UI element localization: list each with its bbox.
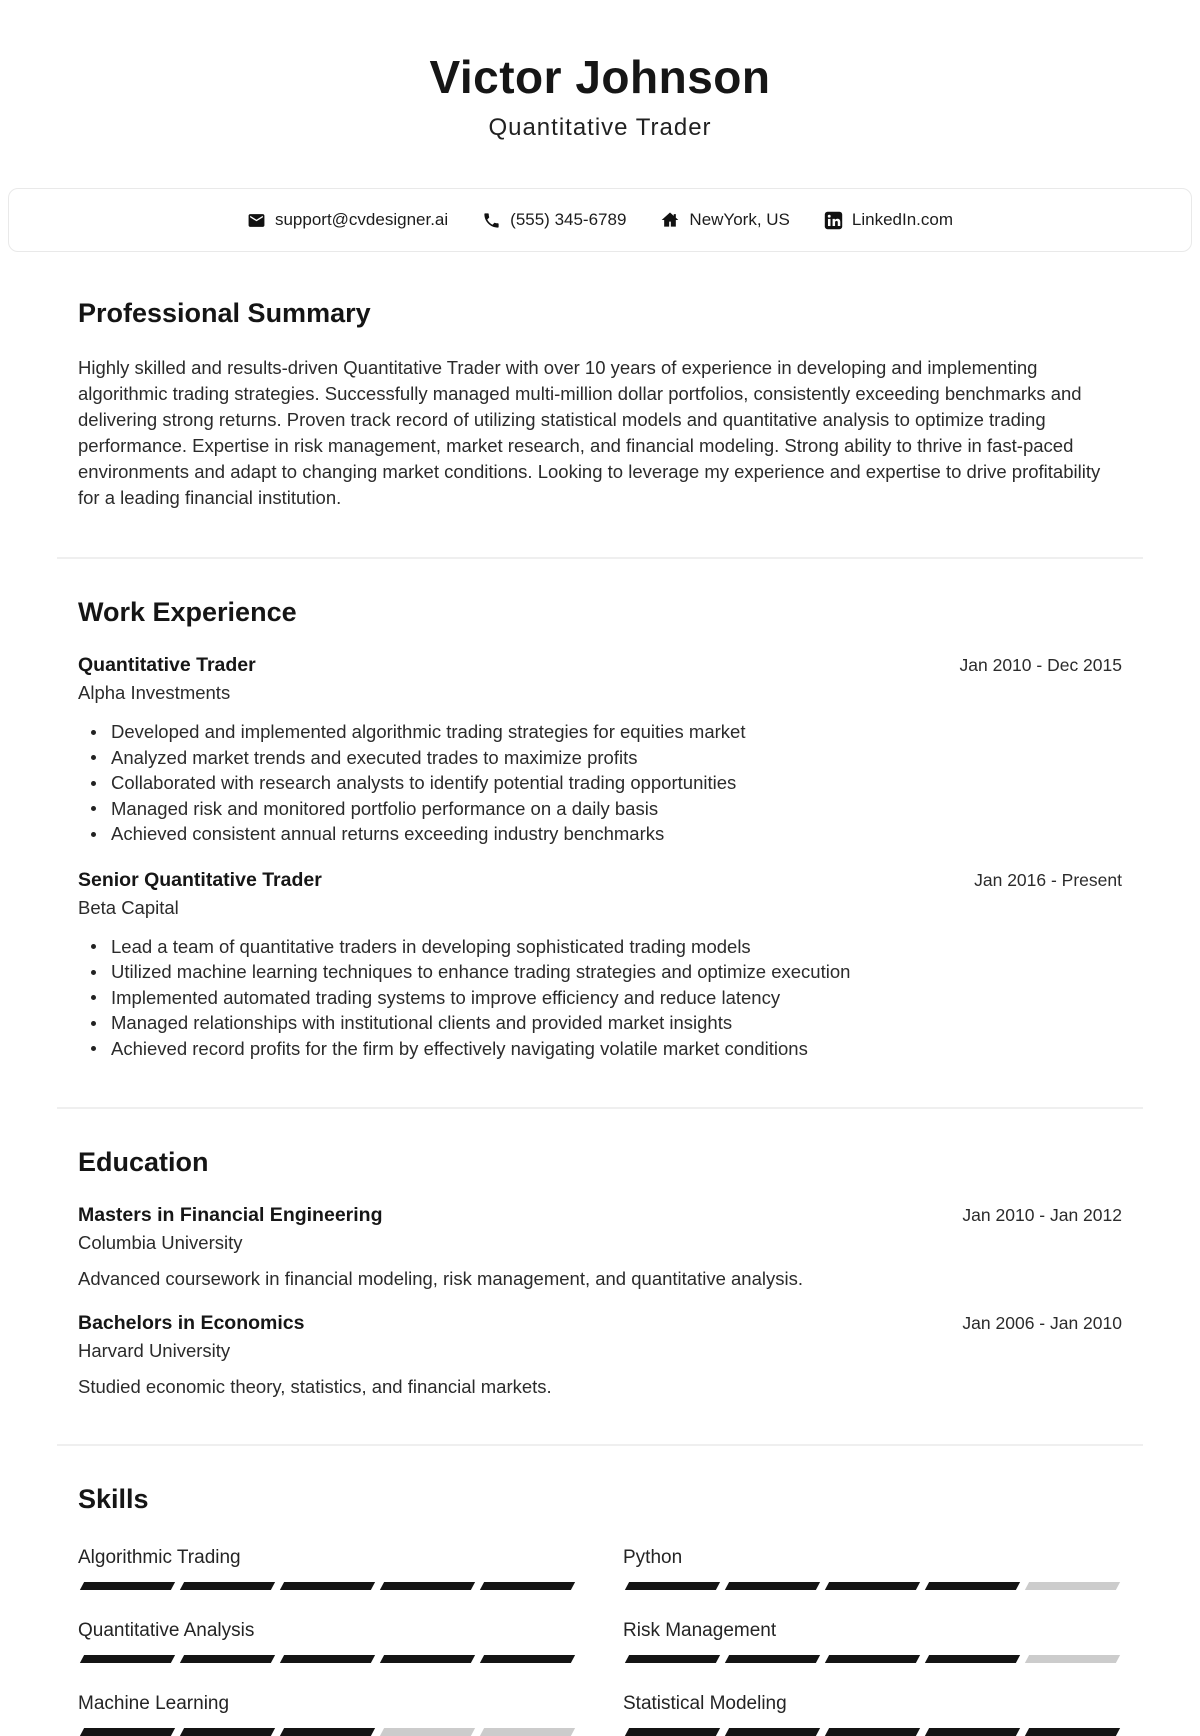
skill-segment-empty (480, 1728, 575, 1736)
section-work-experience (78, 597, 1122, 1061)
bullet-item: Managed risk and monitored portfolio performance on a daily basis (78, 796, 1122, 822)
contact-location (660, 210, 789, 230)
skill-name: Risk Management (623, 1620, 777, 1641)
skill-level-bar (78, 1655, 577, 1663)
degree-description: Studied economic theory, statistics, and financial markets. (78, 1376, 552, 1397)
bullet-item: Utilized machine learning techniques to enhance trading strategies and optimize execution (78, 959, 1122, 985)
education-heading: Education (78, 1147, 209, 1177)
skill-level-bar (623, 1728, 1122, 1736)
skill-segment-filled (480, 1655, 575, 1663)
skill-segment-filled (825, 1582, 920, 1590)
skill-segment-filled (280, 1582, 375, 1590)
skill-name: Statistical Modeling (623, 1693, 787, 1714)
summary-heading: Professional Summary (78, 298, 371, 328)
job-header (78, 654, 1122, 677)
skill-segment-filled (725, 1728, 820, 1736)
skill-item (623, 1693, 1122, 1736)
skill-level-bar (623, 1655, 1122, 1663)
skill-name: Python (623, 1547, 683, 1568)
contact-linkedin (824, 210, 953, 230)
skill-segment-filled (80, 1728, 175, 1736)
degree-title: Bachelors in Economics (78, 1312, 305, 1334)
degree-dates: Jan 2006 - Jan 2010 (962, 1313, 1122, 1333)
job-dates: Jan 2016 - Present (974, 869, 1122, 890)
skill-segment-empty (380, 1728, 475, 1736)
skill-item (78, 1620, 577, 1663)
skills-grid (78, 1547, 1122, 1736)
skill-item (78, 1693, 577, 1736)
education-entry (78, 1204, 1122, 1290)
job-entry (78, 654, 1122, 847)
degree-description: Advanced coursework in financial modeling, risk management, and quantitative analysis. (78, 1268, 803, 1289)
skill-segment-empty (1025, 1655, 1120, 1663)
education-header (78, 1312, 1122, 1335)
linkedin-icon (824, 211, 843, 230)
skill-segment-filled (925, 1728, 1020, 1736)
skill-segment-filled (725, 1655, 820, 1663)
skill-segment-filled (825, 1728, 920, 1736)
degree-school: Columbia University (78, 1232, 243, 1253)
education-header (78, 1204, 1122, 1227)
bullet-item: Analyzed market trends and executed trades to maximize profits (78, 745, 1122, 771)
skill-segment-filled (625, 1582, 720, 1590)
bullet-item: Lead a team of quantitative traders in developing sophisticated trading models (78, 934, 1122, 960)
bullet-item: Managed relationships with institutional clients and provided market insights (78, 1010, 1122, 1036)
bullet-item: Achieved consistent annual returns exceeding industry benchmarks (78, 821, 1122, 847)
skill-segment-filled (925, 1582, 1020, 1590)
section-education (78, 1147, 1122, 1398)
skill-segment-filled (180, 1728, 275, 1736)
skill-segment-filled (80, 1582, 175, 1590)
job-title: Senior Quantitative Trader (78, 868, 322, 891)
skill-segment-filled (380, 1655, 475, 1663)
degree-title: Masters in Financial Engineering (78, 1204, 383, 1226)
resume-header (0, 0, 1200, 142)
home-icon (660, 210, 680, 230)
skill-name: Quantitative Analysis (78, 1620, 255, 1641)
job-dates: Jan 2010 - Dec 2015 (959, 655, 1122, 675)
skill-segment-filled (180, 1582, 275, 1590)
degree-dates: Jan 2010 - Jan 2012 (962, 1205, 1122, 1225)
skill-segment-filled (280, 1728, 375, 1736)
contact-linkedin-text: LinkedIn.com (851, 210, 954, 229)
skill-item (78, 1547, 577, 1590)
skill-name: Algorithmic Trading (78, 1547, 241, 1568)
skills-heading: Skills (78, 1484, 149, 1514)
resume-body (0, 298, 1200, 1736)
job-bullet-list (78, 719, 1122, 847)
job-company: Alpha Investments (78, 682, 231, 703)
skill-segment-filled (725, 1582, 820, 1590)
contact-phone (482, 210, 626, 230)
skill-segment-filled (625, 1728, 720, 1736)
skill-segment-filled (480, 1582, 575, 1590)
contact-email (247, 210, 448, 230)
section-skills (78, 1484, 1122, 1736)
job-company: Beta Capital (78, 896, 179, 918)
summary-text: Highly skilled and results-driven Quantitative Trader with over 10 years of experience in developing and implementing algorithmic trading strategies. Successfully managed multi-million dollar portfolios, consistently exceeding benchmarks and delivering strong returns. Proven track record of utilizing statistical models and quantitative analysis to optimize trading performance. Expertise in risk management, market research, and financial modeling. Strong ability to thrive in fast-paced environments and adapt to changing market conditions. Looking to leverage my experience and expertise to drive profitability for a leading financial institution. (78, 357, 1101, 508)
contact-bar (8, 188, 1192, 252)
skill-segment-filled (1025, 1728, 1120, 1736)
section-professional-summary (78, 298, 1122, 511)
skill-item (623, 1547, 1122, 1590)
skill-segment-empty (1025, 1582, 1120, 1590)
bullet-item: Achieved record profits for the firm by effectively navigating volatile market conditions (78, 1036, 1122, 1062)
skill-level-bar (78, 1728, 577, 1736)
bullet-item: Collaborated with research analysts to identify potential trading opportunities (78, 770, 1122, 796)
skill-segment-filled (625, 1655, 720, 1663)
job-title: Quantitative Trader (78, 654, 256, 676)
skill-segment-filled (80, 1655, 175, 1663)
contact-phone-text: (555) 345-6789 (510, 210, 627, 229)
contact-email-text: support@cvdesigner.ai (274, 210, 449, 229)
skill-segment-filled (180, 1655, 275, 1663)
bullet-item: Developed and implemented algorithmic trading strategies for equities market (78, 719, 1122, 745)
degree-school: Harvard University (78, 1340, 231, 1361)
education-entry (78, 1312, 1122, 1398)
experience-heading: Work Experience (78, 597, 297, 627)
phone-icon (482, 211, 501, 230)
job-header (78, 869, 1122, 892)
skill-segment-filled (925, 1655, 1020, 1663)
job-bullet-list (78, 934, 1122, 1062)
skill-segment-filled (380, 1582, 475, 1590)
skill-segment-filled (280, 1655, 375, 1663)
skill-level-bar (78, 1582, 577, 1590)
candidate-title: Quantitative Trader (488, 114, 712, 141)
job-entry (78, 869, 1122, 1062)
email-icon (247, 211, 266, 230)
skill-level-bar (623, 1582, 1122, 1590)
skill-segment-filled (825, 1655, 920, 1663)
section-divider (57, 557, 1143, 559)
section-divider (57, 1107, 1143, 1109)
bullet-item: Implemented automated trading systems to improve efficiency and reduce latency (78, 985, 1122, 1011)
skill-name: Machine Learning (78, 1693, 230, 1714)
section-divider (57, 1444, 1143, 1446)
candidate-name: Victor Johnson (429, 51, 771, 103)
contact-location-text: NewYork, US (689, 210, 790, 229)
skill-item (623, 1620, 1122, 1663)
